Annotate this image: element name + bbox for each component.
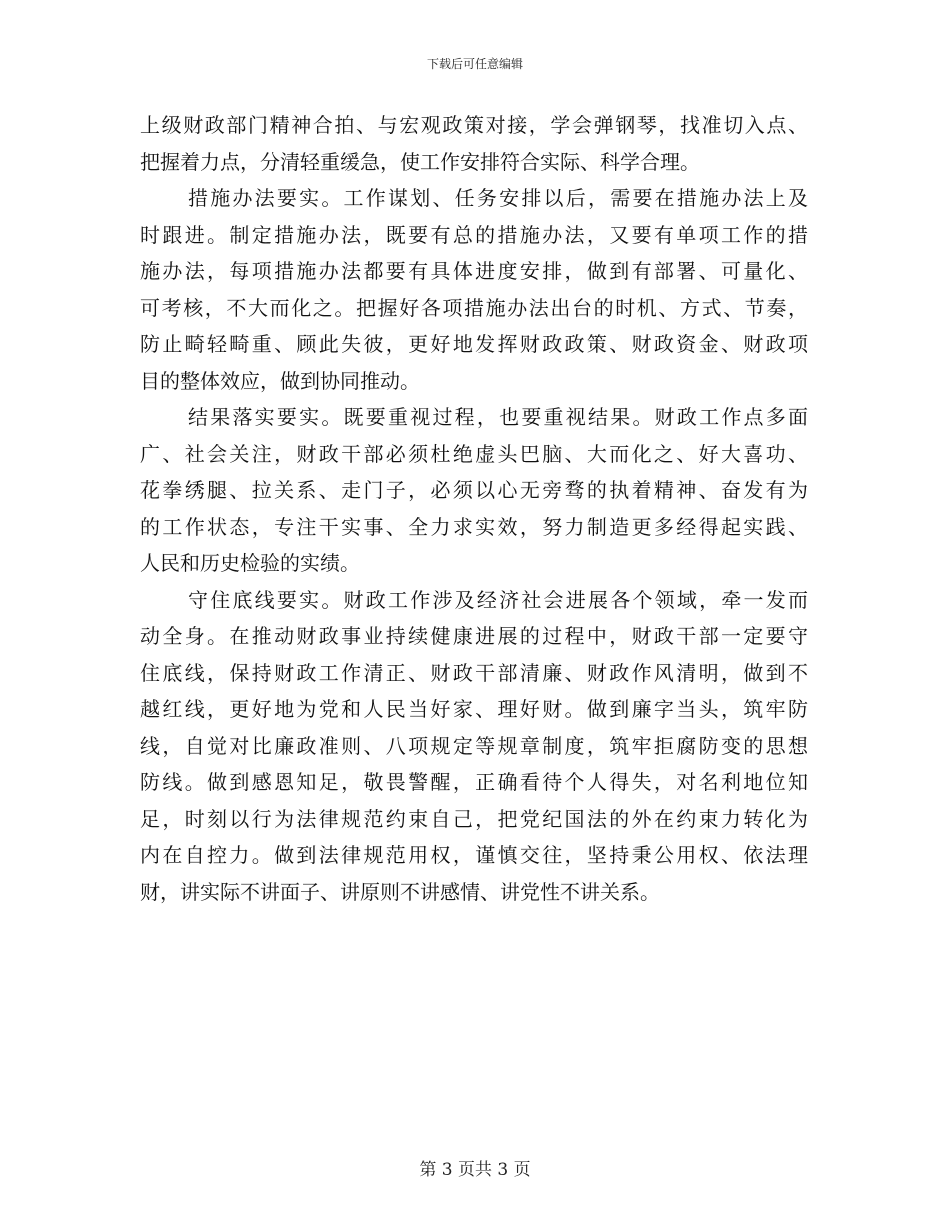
- paragraph-3-line-1: 结果落实要实。既要重视过程，也要重视结果。财政工作点多面: [188, 405, 808, 429]
- paragraph-4-line-4: 越红线，更好地为党和人民当好家、理好财。做到廉字当头，筑牢防: [140, 697, 808, 721]
- paragraph-4-line-5: 线，自觉对比廉政准则、八项规定等规章制度，筑牢拒腐防变的思想: [140, 733, 808, 758]
- paragraph-3-line-4: 的工作状态，专注干实事、全力求实效，努力制造更多经得起实践、: [140, 514, 808, 539]
- paragraph-4-line-2: 动全身。在推动财政事业持续健康进展的过程中，财政干部一定要守: [140, 624, 808, 648]
- paragraph-2-line-4: 可考核，不大而化之。把握好各项措施办法出台的时机、方式、节奏，: [140, 295, 808, 320]
- page-header: 下载后可任意编辑: [426, 57, 523, 71]
- paragraph-4-line-9: 财，讲实际不讲面子、讲原则不讲感情、讲党性不讲关系。: [140, 879, 660, 904]
- paragraph-4-line-6: 防线。做到感恩知足，敬畏警醒，正确看待个人得失，对名利地位知: [140, 770, 808, 794]
- paragraph-4-line-7: 足，时刻以行为法律规范约束自己，把党纪国法的外在约束力转化为: [140, 806, 808, 831]
- document-body: [140, 107, 808, 910]
- paragraph-2-line-2: 时跟进。制定措施办法，既要有总的措施办法，又要有单项工作的措: [140, 222, 808, 247]
- paragraph-1-line-1: 上级财政部门精神合拍、与宏观政策对接，学会弹钢琴，找准切入点、: [140, 113, 808, 137]
- paragraph-3-line-3: 花拳绣腿、拉关系、走门子，必须以心无旁骛的执着精神、奋发有为: [140, 478, 808, 502]
- paragraph-2-line-5: 防止畸轻畸重、顾此失彼，更好地发挥财政政策、财政资金、财政项: [140, 332, 808, 356]
- paragraph-2-line-3: 施办法，每项措施办法都要有具体进度安排，做到有部署、可量化、: [140, 259, 808, 283]
- paragraph-2-line-6: 目的整体效应，做到协同推动。: [140, 368, 420, 393]
- paragraph-3-line-5: 人民和历史检验的实绩。: [140, 551, 360, 575]
- paragraph-4-line-8: 内在自控力。做到法律规范用权，谨慎交往，坚持秉公用权、依法理: [140, 843, 808, 867]
- paragraph-1-line-2: 把握着力点，分清轻重缓急，使工作安排符合实际、科学合理。: [140, 149, 700, 174]
- paragraph-2-line-1: 措施办法要实。工作谋划、任务安排以后，需要在措施办法上及: [188, 186, 808, 210]
- page-number: 第 3 页共 3 页: [419, 1160, 531, 1180]
- paragraph-4-line-1: 守住底线要实。财政工作涉及经济社会进展各个领域，牵一发而: [188, 587, 808, 612]
- paragraph-3-line-2: 广、社会关注，财政干部必须杜绝虚头巴脑、大而化之、好大喜功、: [140, 441, 808, 466]
- paragraph-4-line-3: 住底线，保持财政工作清正、财政干部清廉、财政作风清明，做到不: [140, 660, 808, 685]
